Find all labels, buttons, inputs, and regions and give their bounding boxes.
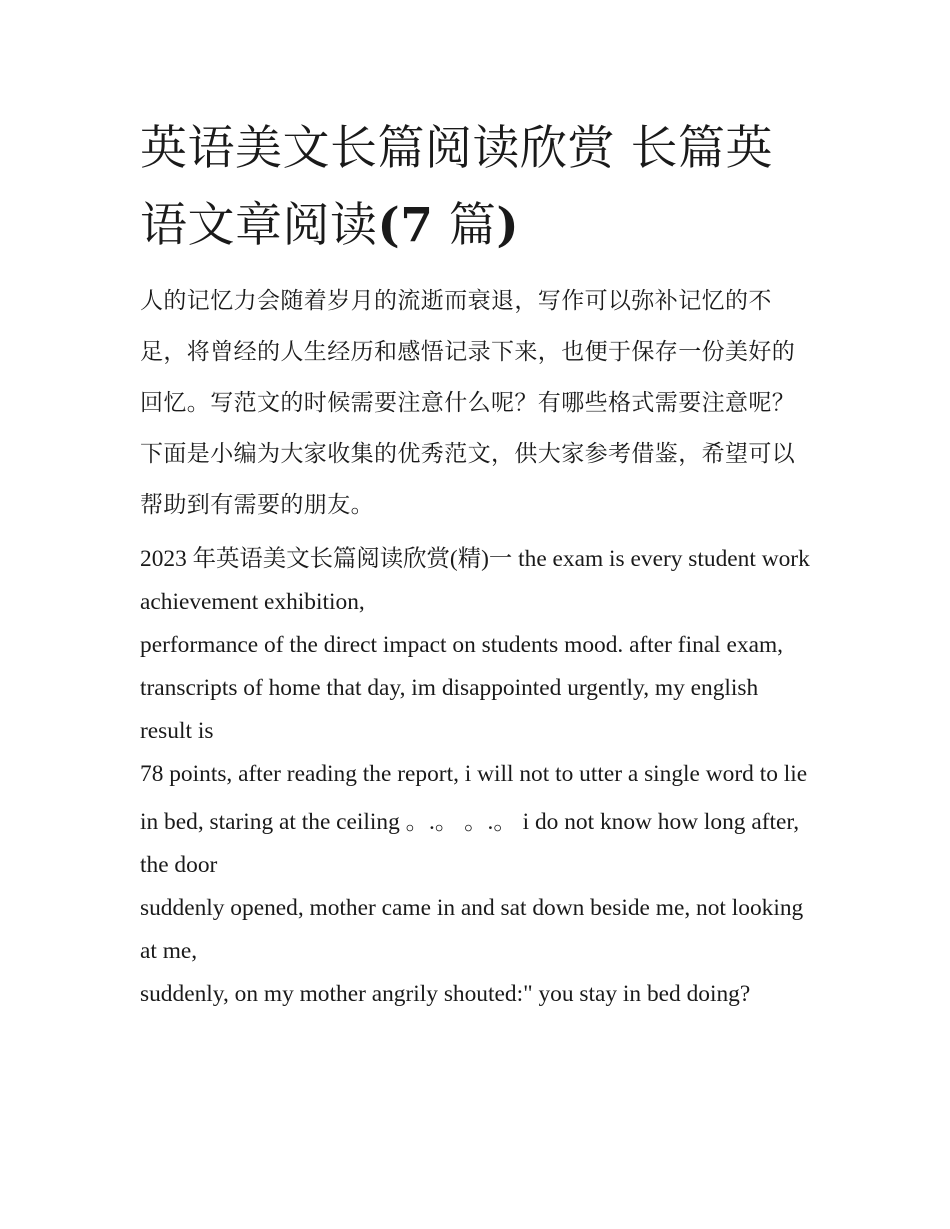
article-line: suddenly, on my mother angrily shouted:" you stay in bed doing? (140, 981, 751, 1007)
document-page (140, 110, 812, 1016)
article-line: transcripts of home that day, im disappointed urgently, my english result is (140, 675, 759, 744)
article-body (140, 538, 812, 1016)
title-text-close: ) (496, 198, 520, 253)
title-text-main: 英语美文长篇阅读欣赏 长篇英语文章阅读 (140, 121, 773, 253)
article-line: 78 points, after reading the report, i will not to utter a single word to lie (140, 761, 808, 787)
document-title (140, 110, 812, 264)
article-line: performance of the direct impact on students mood. after final exam, (140, 632, 784, 658)
title-text-count: (7 (377, 198, 434, 253)
article-line: in bed, staring at the ceiling 。.。 。.。 i do not know how long after, the door (140, 809, 800, 878)
intro-paragraph: 人的记忆力会随着岁月的流逝而衰退，写作可以弥补记忆的不足，将曾经的人生经历和感悟记录下来，也便于保存一份美好的回忆。写范文的时候需要注意什么呢？有哪些格式需要注意呢？下面是小编为大家收集的优秀范文，供大家参考借鉴，希望可以帮助到有需要的朋友。 (140, 288, 796, 518)
title-text-unit: 篇 (433, 198, 497, 253)
article-line: suddenly opened, mother came in and sat down beside me, not looking at me, (140, 895, 804, 964)
article-line: 2023 年英语美文长篇阅读欣赏(精)一 the exam is every student work achievement exhibition, (140, 546, 810, 615)
